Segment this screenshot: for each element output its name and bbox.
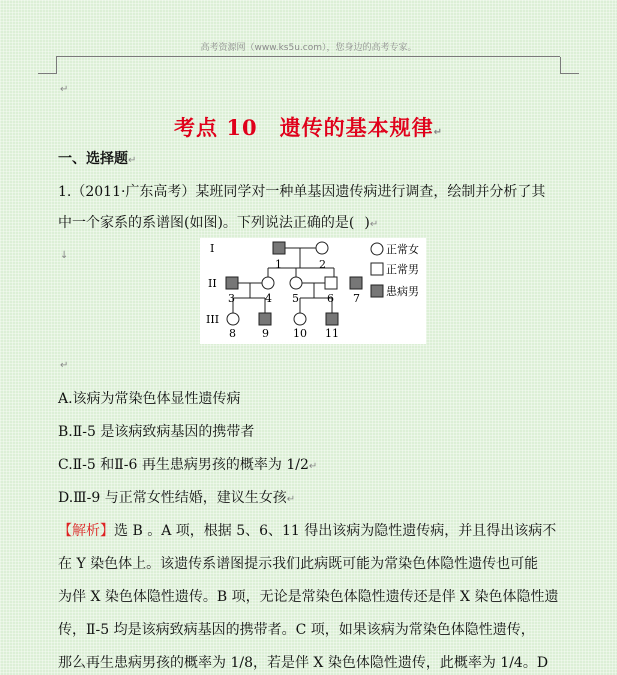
- option-d: D.Ⅲ-9 与正常女性结婚，建议生女孩↵: [58, 490, 296, 506]
- page-corner-left: [38, 57, 57, 74]
- legend-label-normal-female: 正常女: [386, 243, 419, 256]
- generation-label-2: II: [208, 277, 217, 290]
- pedigree-individual-10: [294, 313, 306, 325]
- pedigree-individual-1: [273, 242, 285, 254]
- individual-number-11: 11: [325, 327, 339, 340]
- page-title: 考点 10 遗传的基本规律↵: [174, 115, 443, 140]
- pedigree-individual-6: [325, 277, 337, 289]
- header-site-text: 高考资源网（www.ks5u.com），您身边的高考专家。: [200, 43, 417, 53]
- individual-number-2: 2: [319, 258, 326, 271]
- page-corner-right: [560, 57, 579, 74]
- generation-label-3: III: [206, 313, 220, 326]
- question-line-1: 1.（2011·广东高考）某班同学对一种单基因遗传病进行调查，绘制并分析了其: [58, 184, 546, 200]
- section-heading: 一、选择题↵: [58, 151, 137, 167]
- legend-symbol-affected-male: [371, 285, 383, 297]
- pedigree-individual-3: [226, 277, 238, 289]
- individual-number-4: 4: [265, 292, 272, 305]
- header-rule: [56, 56, 560, 57]
- pedigree-individual-8: [227, 313, 239, 325]
- answer-line-3: 为伴 X 染色体隐性遗传。B 项，无论是常染色体隐性遗传还是伴 X 染色体隐性遗: [58, 589, 559, 605]
- pedigree-individual-5: [290, 277, 302, 289]
- pedigree-individual-11: [326, 313, 338, 325]
- generation-label-1: I: [210, 242, 215, 255]
- option-b: B.Ⅱ-5 是该病致病基因的携带者: [58, 424, 255, 440]
- individual-number-7: 7: [353, 292, 360, 305]
- pedigree-individual-2: [316, 242, 328, 254]
- individual-number-10: 10: [293, 327, 307, 340]
- legend-label-normal-male: 正常男: [386, 263, 419, 276]
- answer-line-4: 传，Ⅱ-5 均是该病致病基因的携带者。C 项，如果该病为常染色体隐性遗传，: [58, 622, 535, 638]
- option-c: C.Ⅱ-5 和Ⅱ-6 再生患病男孩的概率为 1/2↵: [58, 457, 318, 473]
- paragraph-mark: ↵: [60, 84, 69, 95]
- question-line-2: 中一个家系的系谱图(如图)。下列说法正确的是( )↵: [58, 215, 379, 231]
- legend-label-affected-male: 患病男: [386, 285, 419, 298]
- individual-number-6: 6: [327, 292, 334, 305]
- pedigree-chart: [200, 238, 426, 344]
- individual-number-8: 8: [229, 327, 236, 340]
- individual-number-3: 3: [228, 292, 235, 305]
- pedigree-figure: [200, 238, 426, 344]
- answer-label: 【解析】: [58, 523, 114, 539]
- individual-number-9: 9: [262, 327, 269, 340]
- arrow-mark: ↓: [60, 250, 69, 261]
- individual-number-5: 5: [292, 292, 299, 305]
- legend-symbol-normal-male: [371, 263, 383, 275]
- pedigree-individual-7: [350, 277, 362, 289]
- pedigree-individual-9: [259, 313, 271, 325]
- answer-line-1: 【解析】选 B 。A 项，根据 5、6、11 得出该病为隐性遗传病，并且得出该病不: [58, 523, 557, 539]
- individual-number-1: 1: [275, 258, 282, 271]
- paragraph-mark: ↵: [60, 360, 69, 371]
- pedigree-individual-4: [262, 277, 274, 289]
- answer-line-2: 在 Y 染色体上。该遗传系谱图提示我们此病既可能为常染色体隐性遗传也可能: [58, 556, 539, 572]
- answer-line-5: 那么再生患病男孩的概率为 1/8，若是伴 X 染色体隐性遗传，此概率为 1/4。D: [58, 655, 549, 671]
- option-a: A.该病为常染色体显性遗传病: [58, 391, 241, 407]
- legend-symbol-normal-female: [371, 243, 383, 255]
